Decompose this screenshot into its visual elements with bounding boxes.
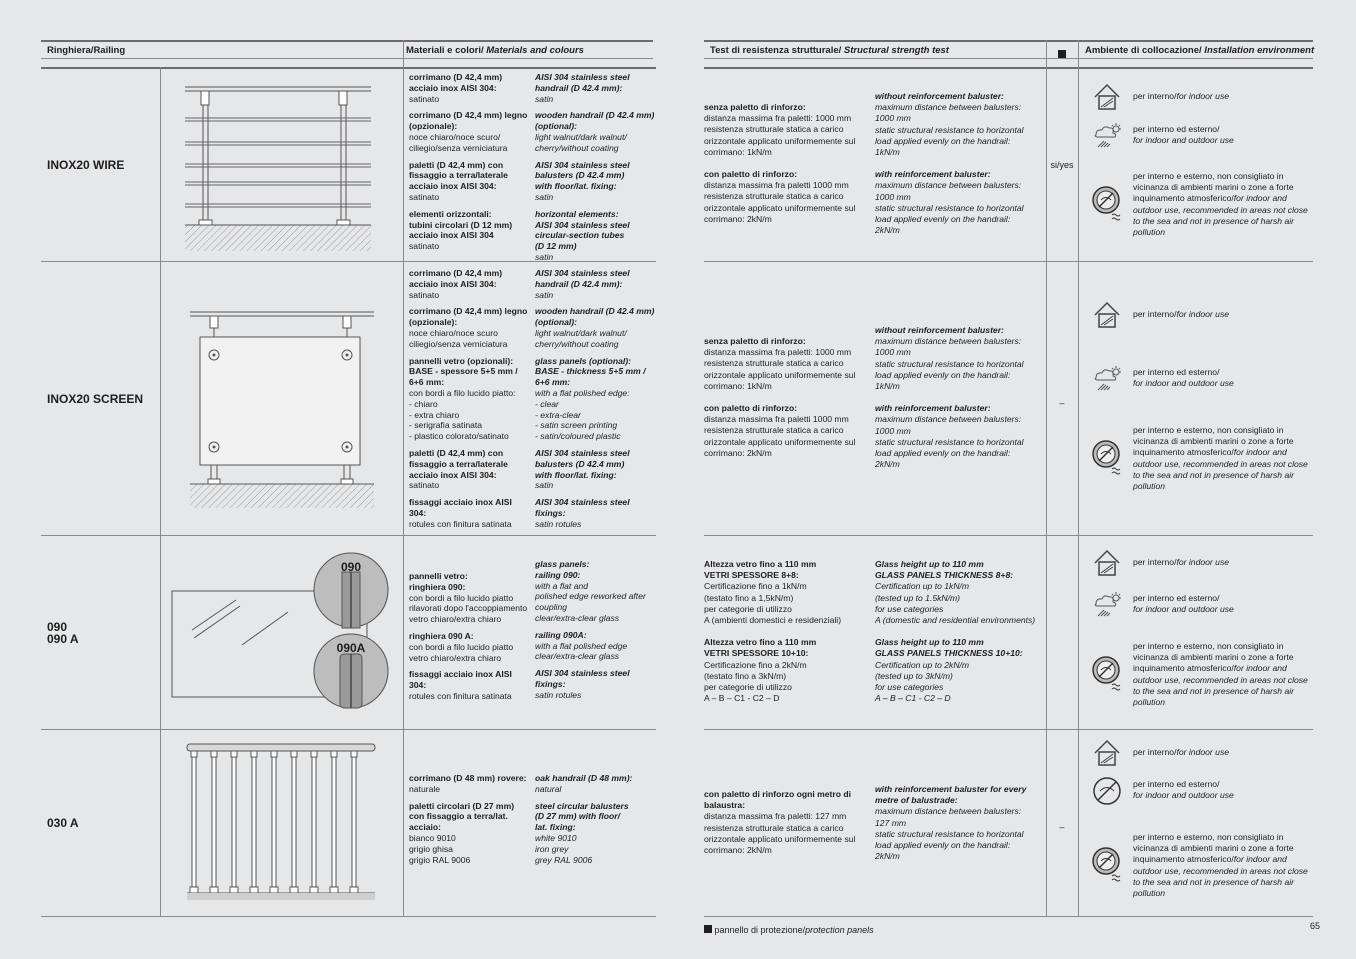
block-heading: pannelli vetro (opzionali): BASE - spessore 5+5 mm / 6+6 mm: xyxy=(409,355,518,388)
block-heading: steel circular balusters (D 27 mm) with floor/ lat. fixing: xyxy=(535,800,629,833)
block-body: distanza massima fra paletti: 1000 mm resistenza strutturale statica a carico orizzontale applicato uniformemente sul corrimano: 1kN/m xyxy=(704,113,856,157)
test-en-1 xyxy=(875,325,1043,481)
no-outdoor-icon xyxy=(1092,776,1124,813)
footer-note: pannello di protezione/protection panels xyxy=(704,925,874,935)
block-body: distanza massima fra paletti: 127 mm resistenza strutturale statica a carico orizzontale applicato uniformemente sul corrimano: 2kN/m xyxy=(704,811,856,856)
text-block xyxy=(409,268,531,300)
block-heading: with reinforcement baluster for every metre of balustrade: xyxy=(875,784,1027,806)
baluster xyxy=(252,757,256,887)
text-block xyxy=(704,559,869,626)
baluster-foot xyxy=(330,887,338,893)
text-block xyxy=(535,773,655,795)
block-body: bianco 9010 grigio ghisa grigio RAL 9006 xyxy=(409,832,471,865)
indoor-icon xyxy=(1092,82,1122,117)
block-heading: fissaggi acciaio inox AISI 304: xyxy=(409,669,512,691)
block-body: maximum distance between balusters: 1000 mm static structural resistance to horizontal load applied evenly on the handrail: 2kN/m xyxy=(875,414,1024,470)
block-heading: glass panels (optional): BASE - thickness 5+5 mm / 6+6 mm: xyxy=(535,355,646,388)
bottom-rule-right xyxy=(704,916,1313,917)
header-railing: Ringhiera/Railing xyxy=(47,45,126,56)
block-body: satinato xyxy=(409,480,440,491)
block-body: natural xyxy=(535,783,562,794)
block-body: rotules con finitura satinata xyxy=(409,518,512,529)
header-environment: Ambiente di collocazione/ Installation environment xyxy=(1085,45,1315,56)
block-heading: Glass height up to 110 mm GLASS PANELS THICKNESS 10+10: xyxy=(875,637,1023,659)
block-body: satinato xyxy=(409,191,440,202)
baluster xyxy=(312,757,316,887)
block-body: distanza massima fra paletti 1000 mm resistenza strutturale statica a carico orizzontale applicato uniformemente sul corrimano: 2kN/m xyxy=(704,180,856,224)
environment-label: per interno ed esterno/ for indoor and outdoor use xyxy=(1133,367,1234,389)
glass-panel-marker-icon xyxy=(704,925,712,933)
row-divider xyxy=(704,535,1313,536)
text-block xyxy=(535,448,655,491)
text-block xyxy=(535,668,655,700)
block-body: light walnut/dark walnut/ cherry/without coating xyxy=(535,327,627,349)
block-heading: elementi orizzontali: tubini circolari (D 12 mm) acciaio inox AISI 304 xyxy=(409,208,513,241)
baluster-cap xyxy=(251,751,257,757)
glass-090-drawing xyxy=(170,550,400,715)
text-block xyxy=(535,72,655,104)
marine-restricted-icon xyxy=(1092,652,1124,697)
header-rule-right xyxy=(704,58,1313,59)
text-block xyxy=(535,559,655,624)
block-heading: paletti (D 42,4 mm) con fissaggio a terra/laterale acciaio inox AISI 304: xyxy=(409,447,508,480)
block-body: Certificazione fino a 1kN/m (testato fino a 1,5kN/m) per categorie di utilizzo A (ambienti domestici e residenziali) xyxy=(704,581,842,626)
block-body: with a flat polished edge: - clear - extra-clear - satin screen printing - satin/coloured plastic xyxy=(535,387,630,442)
indoor-icon xyxy=(1092,300,1122,335)
test-it-1 xyxy=(704,336,869,470)
baluster xyxy=(352,757,356,887)
bottom-rule-left xyxy=(41,916,656,917)
block-heading: con paletto di rinforzo ogni metro di balaustra: xyxy=(704,789,852,811)
block-body: satinato xyxy=(409,241,440,252)
block-body: white 9010 iron grey grey RAL 9006 xyxy=(535,832,593,865)
block-heading: corrimano (D 42,4 mm) acciaio inox AISI 304: xyxy=(409,72,503,93)
product-name: 030 A xyxy=(47,816,79,830)
block-body: maximum distance between balusters: 1000 mm static structural resistance to horizontal load applied evenly on the handrail: 1kN/m xyxy=(875,102,1024,158)
text-block xyxy=(409,497,531,529)
label-090: 090 xyxy=(340,560,362,574)
indoor-icon xyxy=(1092,548,1122,583)
block-heading: wooden handrail (D 42.4 mm) (optional): xyxy=(535,110,655,132)
text-block xyxy=(409,571,531,625)
block-body: con bordi a filo lucido piatto rilavorati dopo l'accoppiamento vetro chiaro/extra chiaro xyxy=(409,592,528,625)
block-body: satin xyxy=(535,251,554,262)
block-body: noce chiaro/noce scuro/ ciliegio/senza verniciatura xyxy=(409,131,508,153)
text-block xyxy=(409,356,531,442)
environment-label: per interno/for indoor use xyxy=(1133,91,1230,101)
glass-panel-marker: – xyxy=(1059,398,1065,408)
block-heading: senza paletto di rinforzo: xyxy=(704,102,806,112)
block-heading: without reinforcement baluster: xyxy=(875,91,1004,101)
text-block xyxy=(409,160,531,203)
indoor-outdoor-icon xyxy=(1092,590,1122,625)
block-body: distanza massima fra paletti: 1000 mm resistenza strutturale statica a carico orizzontale applicato uniformemente sul corrimano: 1kN/m xyxy=(704,347,856,391)
column-divider xyxy=(1078,40,1079,916)
block-body: maximum distance between balusters: 1000 mm static structural resistance to horizontal load applied evenly on the handrail: 1kN/m xyxy=(875,336,1024,392)
text-block xyxy=(704,637,869,704)
block-heading: with reinforcement baluster: xyxy=(875,169,991,180)
product-name: INOX20 SCREEN xyxy=(47,392,144,406)
product-name: INOX20 WIRE xyxy=(47,158,125,172)
text-block xyxy=(535,209,655,263)
materials-it-0 xyxy=(409,72,531,258)
environment-label: per interno e esterno, non consigliato in vicinanza di ambienti marini o zone a forte inquinamento atmosferico/for indoor and outdoor use, recommended in areas not close to the sea and not in presence of harsh air pollution xyxy=(1133,425,1308,492)
block-body: with a flat and polished edge reworked after coupling clear/extra-clear glass xyxy=(535,580,646,623)
baluster-cap xyxy=(291,751,297,757)
baluster xyxy=(332,757,336,887)
row-divider xyxy=(41,729,656,730)
block-heading: oak handrail (D 48 mm): xyxy=(535,773,633,783)
030a-drawing xyxy=(185,740,385,910)
block-heading: AISI 304 stainless steel balusters (D 42.4 mm) with floor/lat. fixing: xyxy=(535,447,630,480)
block-body: light walnut/dark walnut/ cherry/without coating xyxy=(535,131,627,153)
text-block xyxy=(409,801,531,866)
text-block xyxy=(409,448,531,491)
materials-it-3 xyxy=(409,773,531,871)
header-test: Test di resistenza strutturale/ Structural strength test xyxy=(710,45,949,56)
block-body: Certification up to 1kN/m (tested up to 1.5kN/m) for use categories A (domestic and residential environments) xyxy=(875,581,1036,626)
materials-en-1 xyxy=(535,268,655,536)
baluster-foot xyxy=(290,887,298,893)
test-en-0 xyxy=(875,91,1043,247)
block-heading: AISI 304 stainless steel handrail (D 42.4 mm): xyxy=(535,268,630,289)
inox20-wire-drawing xyxy=(183,74,373,256)
text-block xyxy=(409,773,531,795)
block-heading: fissaggi acciaio inox AISI 304: xyxy=(409,497,512,518)
text-block xyxy=(875,637,1043,704)
block-heading: paletti circolari (D 27 mm) con fissaggio a terra/lat. acciaio: xyxy=(409,800,515,833)
block-heading: con paletto di rinforzo: xyxy=(704,403,798,414)
block-body: satin xyxy=(535,480,554,491)
block-heading: Glass height up to 110 mm GLASS PANELS THICKNESS 8+8: xyxy=(875,559,1014,581)
block-body: rotules con finitura satinata xyxy=(409,690,512,701)
text-block xyxy=(875,91,1043,158)
baluster-cap xyxy=(271,751,277,757)
section-rule-left xyxy=(41,67,656,69)
test-it-0 xyxy=(704,102,869,236)
text-block xyxy=(535,268,655,300)
baluster xyxy=(272,757,276,887)
baluster-cap xyxy=(231,751,237,757)
baluster-foot xyxy=(310,887,318,893)
test-en-3 xyxy=(875,784,1043,873)
baluster xyxy=(292,757,296,887)
baluster-foot xyxy=(250,887,258,893)
block-heading: Altezza vetro fino a 110 mm VETRI SPESSORE 10+10: xyxy=(704,637,817,659)
indoor-outdoor-icon xyxy=(1092,121,1122,156)
environment-label: per interno e esterno, non consigliato in vicinanza di ambienti marini o zone a forte inquinamento atmosferico/for indoor and outdoor use, recommended in areas not close to the sea and not in presence of harsh air pollution xyxy=(1133,641,1308,708)
block-heading: AISI 304 stainless steel balusters (D 42.4 mm) with floor/lat. fixing: xyxy=(535,159,630,192)
block-body: satin rotules xyxy=(535,689,582,700)
block-body: maximum distance between balusters: 1000 mm static structural resistance to horizontal load applied evenly on the handrail: 2kN/m xyxy=(875,180,1024,236)
baluster-cap xyxy=(191,751,197,757)
materials-en-2 xyxy=(535,559,655,707)
materials-en-3 xyxy=(535,773,655,871)
environment-label: per interno ed esterno/ for indoor and outdoor use xyxy=(1133,593,1234,615)
block-body: maximum distance between balusters: 127 mm static structural resistance to horizontal load applied evenly on the handrail: 2kN/m xyxy=(875,806,1024,862)
block-body: satin xyxy=(535,93,554,104)
block-heading: pannelli vetro: ringhiera 090: xyxy=(409,571,468,592)
section-rule-right xyxy=(704,67,1313,69)
block-body: naturale xyxy=(409,783,441,794)
block-heading: glass panels: railing 090: xyxy=(535,559,590,580)
baluster xyxy=(212,757,216,887)
baluster-foot xyxy=(190,887,198,893)
baluster xyxy=(192,757,196,887)
text-block xyxy=(535,497,655,529)
glass-panel-marker: si/yes xyxy=(1050,160,1074,170)
baluster-foot xyxy=(210,887,218,893)
block-body: satin xyxy=(535,191,554,202)
page-number: 65 xyxy=(1310,921,1321,931)
text-block xyxy=(875,169,1043,236)
text-block xyxy=(704,102,869,158)
text-block xyxy=(409,110,531,153)
text-block xyxy=(704,789,869,856)
top-rule-right xyxy=(704,40,1313,42)
column-divider xyxy=(403,40,404,916)
text-block xyxy=(535,160,655,203)
block-heading: horizontal elements: AISI 304 stainless steel circular-section tubes (D 12 mm) xyxy=(535,208,630,252)
block-heading: wooden handrail (D 42.4 mm) (optional): xyxy=(535,306,655,328)
column-divider xyxy=(160,67,161,916)
materials-it-2 xyxy=(409,571,531,708)
product-name: 090 090 A xyxy=(47,620,79,646)
indoor-icon xyxy=(1092,738,1122,773)
text-block xyxy=(409,669,531,701)
text-block xyxy=(875,325,1043,392)
baluster-foot xyxy=(270,887,278,893)
test-it-2 xyxy=(704,559,869,715)
block-heading: corrimano (D 48 mm) rovere: xyxy=(409,773,527,783)
block-heading: corrimano (D 42,4 mm) legno (opzionale): xyxy=(409,306,528,328)
block-body: Certification up to 2kN/m (tested up to 3kN/m) for use categories A – B – C1 - C2 – D xyxy=(875,659,970,704)
text-block xyxy=(535,110,655,153)
block-heading: corrimano (D 42,4 mm) acciaio inox AISI 304: xyxy=(409,268,503,289)
baluster xyxy=(232,757,236,887)
baluster-cap xyxy=(331,751,337,757)
environment-label: per interno/for indoor use xyxy=(1133,557,1230,567)
block-heading: senza paletto di rinforzo: xyxy=(704,336,806,346)
block-body: con bordi a filo lucido piatto vetro chiaro/extra chiaro xyxy=(409,641,514,663)
row-divider xyxy=(704,261,1313,262)
glass-panel-marker-icon xyxy=(1058,45,1066,63)
header-rule-left xyxy=(41,58,653,59)
block-heading: ringhiera 090 A: xyxy=(409,630,474,641)
block-body: satinato xyxy=(409,93,440,104)
block-heading: corrimano (D 42,4 mm) legno (opzionale): xyxy=(409,110,528,132)
header-materials: Materiali e colori/ Materials and colours xyxy=(406,45,584,56)
marine-restricted-icon xyxy=(1092,436,1124,481)
materials-en-0 xyxy=(535,72,655,269)
block-body: satin rotules xyxy=(535,518,582,529)
block-heading: without reinforcement baluster: xyxy=(875,325,1004,335)
environment-label: per interno ed esterno/ for indoor and outdoor use xyxy=(1133,124,1234,146)
text-block xyxy=(535,630,655,662)
block-body: con bordi a filo lucido piatto: - chiaro - extra chiaro - serigrafia satinata - plastico colorato/satinato xyxy=(409,387,516,442)
block-body: satinato xyxy=(409,289,440,300)
row-divider xyxy=(704,729,1313,730)
test-it-3 xyxy=(704,789,869,867)
column-divider xyxy=(1046,40,1047,916)
text-block xyxy=(409,631,531,663)
text-block xyxy=(704,336,869,392)
text-block xyxy=(535,306,655,349)
baluster-foot xyxy=(350,887,358,893)
label-090a: 090A xyxy=(336,641,366,655)
block-heading: con paletto di rinforzo: xyxy=(704,169,798,180)
block-heading: AISI 304 stainless steel fixings: xyxy=(535,497,630,518)
block-heading: paletti (D 42,4 mm) con fissaggio a terra/laterale acciaio inox AISI 304: xyxy=(409,159,508,192)
text-block xyxy=(535,356,655,442)
block-body: satin xyxy=(535,289,554,300)
test-en-2 xyxy=(875,559,1043,715)
text-block xyxy=(875,784,1043,862)
materials-it-1 xyxy=(409,268,531,536)
indoor-outdoor-icon xyxy=(1092,364,1122,399)
block-heading: AISI 304 stainless steel handrail (D 42.4 mm): xyxy=(535,72,630,93)
block-body: Certificazione fino a 2kN/m (testato fino a 3kN/m) per categorie di utilizzo A – B – C1 - C2 – D xyxy=(704,659,807,704)
baluster-cap xyxy=(311,751,317,757)
block-heading: with reinforcement baluster: xyxy=(875,403,991,414)
text-block xyxy=(535,801,655,866)
text-block xyxy=(409,306,531,349)
baluster-foot xyxy=(230,887,238,893)
block-heading: AISI 304 stainless steel fixings: xyxy=(535,668,630,689)
text-block xyxy=(875,403,1043,470)
environment-label: per interno e esterno, non consigliato in vicinanza di ambienti marini o zone a forte inquinamento atmosferico/for indoor and outdoor use, recommended in areas not close to the sea and not in presence of harsh air pollution xyxy=(1133,171,1308,238)
marine-restricted-icon xyxy=(1092,182,1124,227)
text-block xyxy=(704,169,869,225)
inox20-screen-drawing xyxy=(190,307,380,512)
top-rule-left xyxy=(41,40,653,42)
environment-label: per interno/for indoor use xyxy=(1133,747,1230,757)
text-block xyxy=(409,209,531,252)
environment-label: per interno ed esterno/ for indoor and outdoor use xyxy=(1133,779,1234,801)
environment-label: per interno e esterno, non consigliato in vicinanza di ambienti marini o zone a forte inquinamento atmosferico/for indoor and outdoor use, recommended in areas not close to the sea and not in presence of harsh air pollution xyxy=(1133,832,1308,899)
block-body: distanza massima fra paletti 1000 mm resistenza strutturale statica a carico orizzontale applicato uniformemente sul corrimano: 2kN/m xyxy=(704,414,856,458)
text-block xyxy=(875,559,1043,626)
baluster-cap xyxy=(351,751,357,757)
block-body: noce chiaro/noce scuro ciliegio/senza verniciatura xyxy=(409,327,508,349)
text-block xyxy=(704,403,869,459)
environment-label: per interno/for indoor use xyxy=(1133,309,1230,319)
block-heading: railing 090A: xyxy=(535,629,587,640)
block-heading: Altezza vetro fino a 110 mm VETRI SPESSORE 8+8: xyxy=(704,559,817,581)
glass-panel-marker: – xyxy=(1059,822,1065,832)
block-body: with a flat polished edge clear/extra-clear glass xyxy=(535,640,628,662)
baluster-cap xyxy=(211,751,217,757)
text-block xyxy=(409,72,531,104)
marine-restricted-icon xyxy=(1092,843,1124,888)
